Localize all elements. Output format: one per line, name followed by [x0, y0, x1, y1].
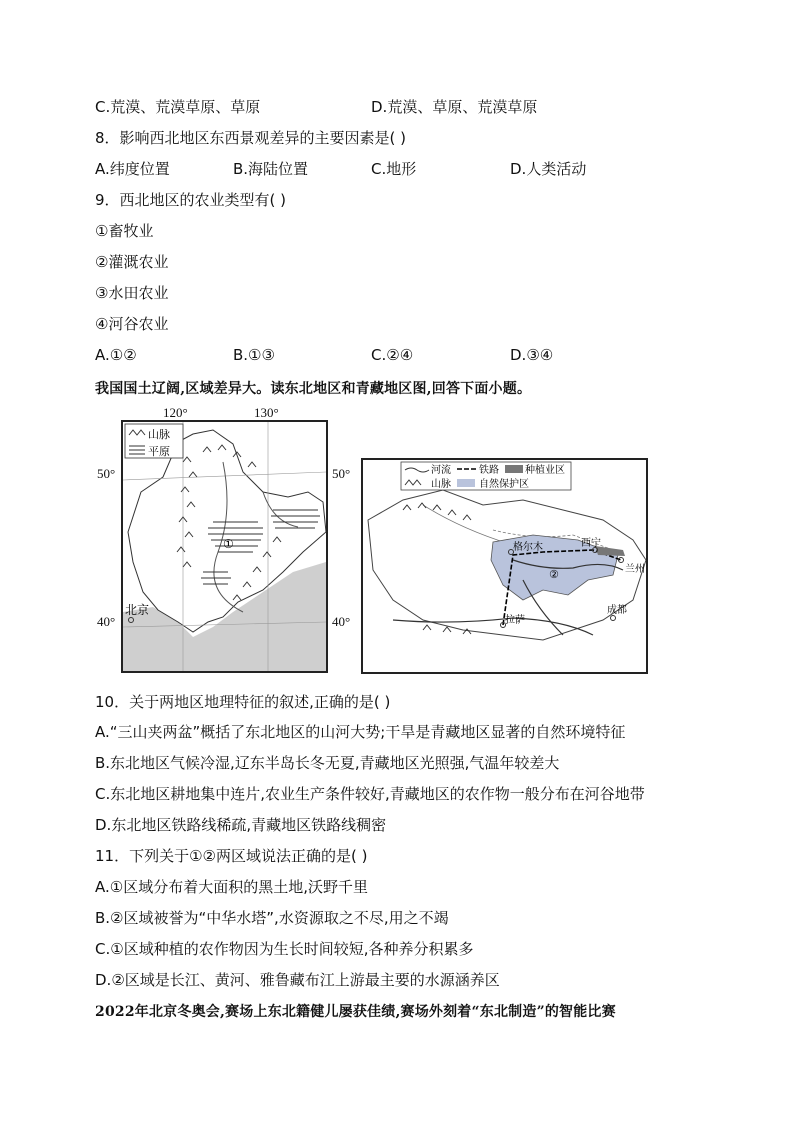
q10-option-c: C.东北地区耕地集中连片,农业生产条件较好,青藏地区的农作物一般分布在河谷地带 — [95, 785, 645, 803]
legend-mountain-label: 山脉 — [148, 428, 170, 441]
lat-label-50-left: 50° — [97, 466, 116, 481]
q10-option-d: D.东北地区铁路线稀疏,青藏地区铁路线稠密 — [95, 816, 387, 834]
q9-item-1: ①畜牧业 — [95, 222, 154, 240]
q9-stem: 9．西北地区的农业类型有( ) — [95, 191, 287, 209]
q9-item-4: ④河谷农业 — [95, 315, 169, 333]
q10-stem: 10．关于两地区地理特征的叙述,正确的是( ) — [95, 693, 391, 711]
legend-mountain-label-right: 山脉 — [431, 479, 451, 490]
northeast-map-drawing — [123, 422, 326, 671]
lat-label-40-right: 40° — [332, 614, 351, 629]
q8-option-a: A.纬度位置 — [95, 160, 170, 178]
map-intro-text: 我国国土辽阔,区域差异大。读东北地区和青藏地区图,回答下面小题。 — [95, 381, 532, 397]
q8-stem: 8．影响西北地区东西景观差异的主要因素是( ) — [95, 129, 407, 147]
qinghai-tibet-map — [361, 458, 648, 674]
q11-stem: 11．下列关于①②两区域说法正确的是( ) — [95, 847, 368, 865]
q7-option-c: C.荒漠、荒漠草原、草原 — [95, 98, 261, 116]
beijing-label: 北京 — [125, 603, 150, 617]
q10-option-b: B.东北地区气候冷湿,辽东半岛长冬无夏,青藏地区光照强,气温年较差大 — [95, 754, 560, 772]
q11-option-c: C.①区域种植的农作物因为生长时间较短,各种养分积累多 — [95, 940, 474, 958]
lanzhou-label: 兰州 — [625, 564, 645, 575]
q10-option-a: A.“三山夹两盆”概括了东北地区的山河大势;干旱是青藏地区显著的自然环境特征 — [95, 723, 626, 741]
q9-option-c: C.②④ — [371, 346, 414, 364]
lon-label-130: 130° — [254, 405, 279, 420]
q7-option-d: D.荒漠、草原、荒漠草原 — [371, 98, 538, 116]
q9-item-3: ③水田农业 — [95, 284, 169, 302]
q11-option-b: B.②区域被誉为“中华水塔”,水资源取之不尽,用之不竭 — [95, 909, 449, 927]
q9-option-a: A.①② — [95, 346, 137, 364]
legend-railway-label: 铁路 — [479, 465, 499, 476]
q9-option-b: B.①③ — [233, 346, 275, 364]
lhasa-label: 拉萨 — [505, 615, 525, 626]
geermu-label: 格尔木 — [513, 542, 543, 553]
northeast-map — [121, 420, 328, 673]
xining-label: 西宁 — [581, 538, 601, 549]
closing-passage: 2022年北京冬奥会,赛场上东北籍健儿屡获佳绩,赛场外刻着“东北制造”的智能比赛 — [95, 1004, 616, 1020]
region-1-mark: ① — [223, 537, 234, 551]
legend-reserve-label: 自然保护区 — [479, 479, 529, 490]
q9-option-d: D.③④ — [510, 346, 554, 364]
legend-reserve-icon — [457, 479, 475, 487]
q8-option-b: B.海陆位置 — [233, 160, 309, 178]
legend-planting-icon — [505, 465, 523, 473]
qinghai-tibet-map-drawing — [363, 460, 646, 672]
lat-label-40-left: 40° — [97, 614, 116, 629]
legend-planting-label: 种植业区 — [525, 465, 565, 476]
lat-label-50-right: 50° — [332, 466, 351, 481]
q8-option-d: D.人类活动 — [510, 160, 587, 178]
q11-option-d: D.②区域是长江、黄河、雅鲁藏布江上游最主要的水源涵养区 — [95, 971, 500, 989]
legend-river-label: 河流 — [431, 465, 451, 476]
region-2-mark: ② — [549, 568, 559, 581]
q8-option-c: C.地形 — [371, 160, 417, 178]
lon-label-120: 120° — [163, 405, 188, 420]
chengdu-label: 成都 — [607, 605, 627, 616]
q11-option-a: A.①区域分布着大面积的黑土地,沃野千里 — [95, 878, 368, 896]
legend-plain-label: 平原 — [148, 445, 170, 458]
q9-item-2: ②灌溉农业 — [95, 253, 169, 271]
